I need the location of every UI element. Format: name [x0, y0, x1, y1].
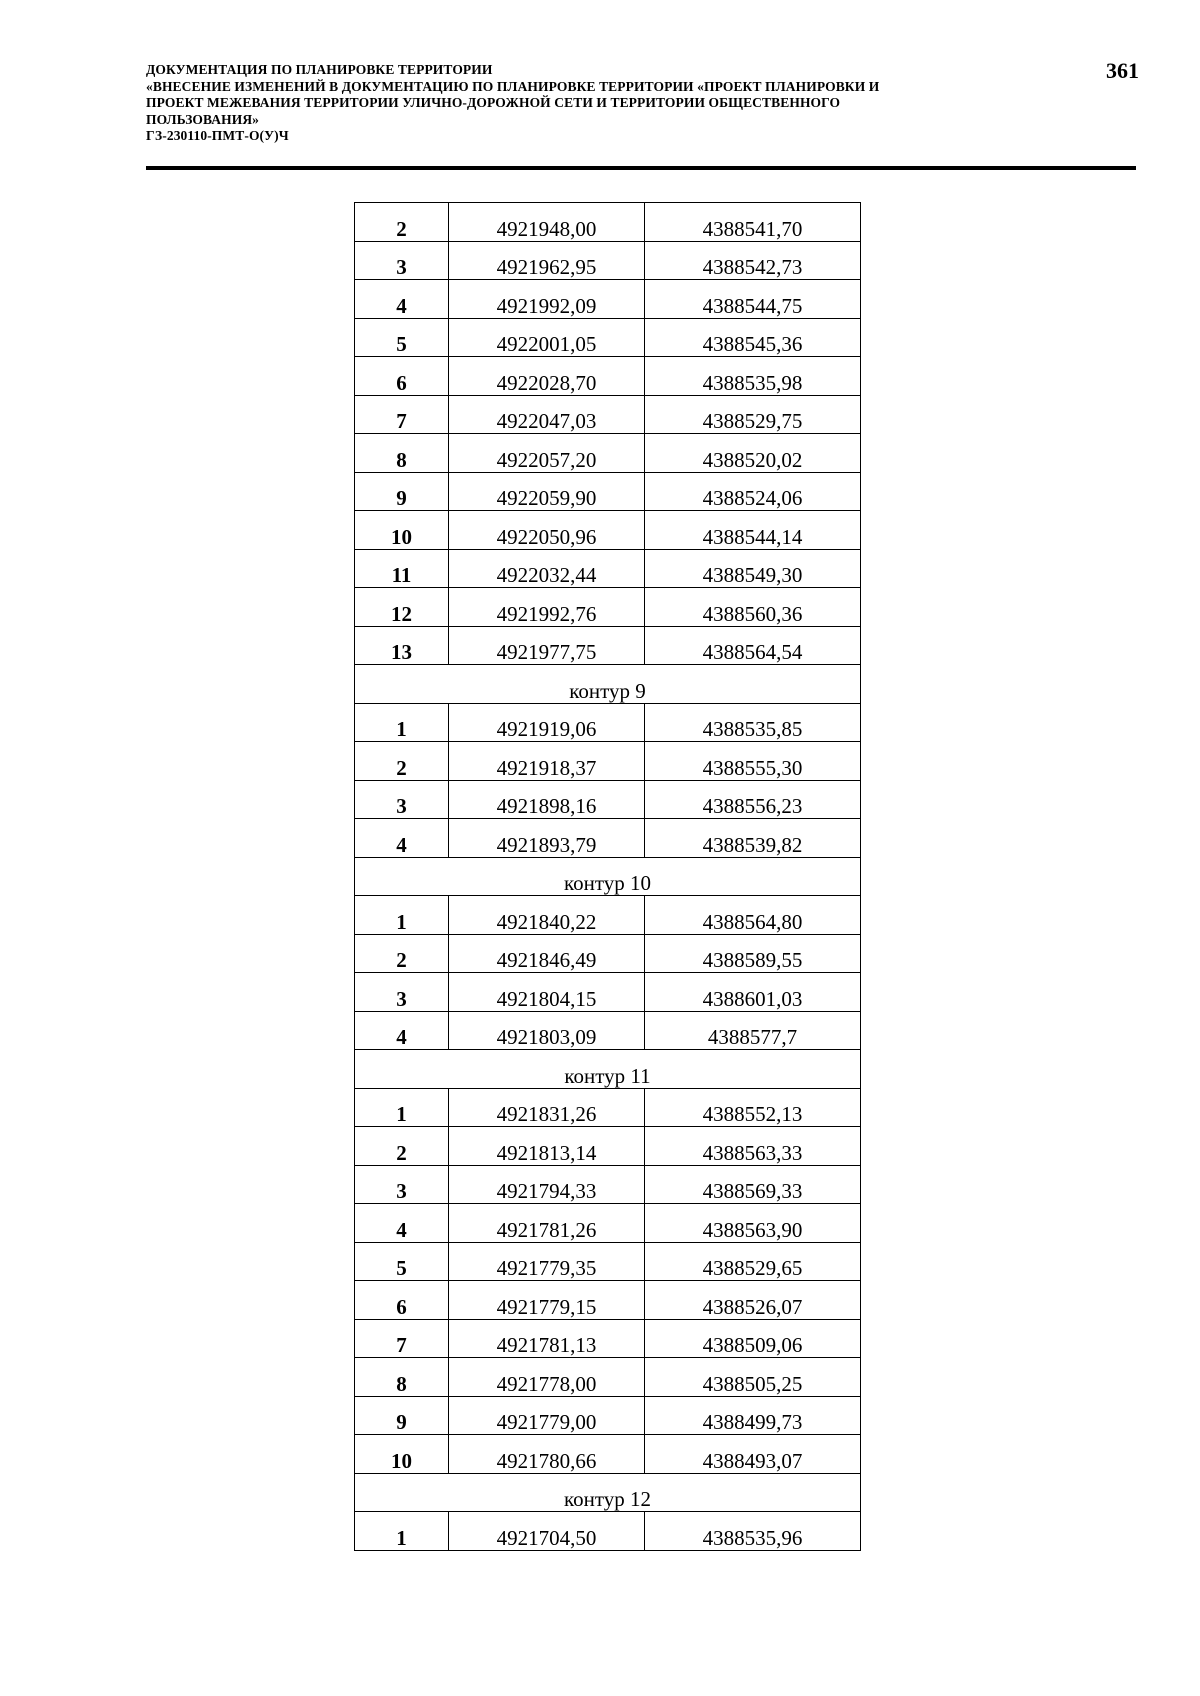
y-coordinate-cell: 4388555,30 [645, 742, 861, 781]
point-number-cell: 1 [355, 896, 449, 935]
x-coordinate-cell: 4922032,44 [449, 549, 645, 588]
table-row [355, 241, 861, 280]
point-number-cell: 4 [355, 1204, 449, 1243]
point-number-cell: 6 [355, 1281, 449, 1320]
x-coordinate-cell: 4921803,09 [449, 1011, 645, 1050]
table-row [355, 1512, 861, 1551]
y-coordinate-cell: 4388539,82 [645, 819, 861, 858]
table-row [355, 934, 861, 973]
point-number-cell: 12 [355, 588, 449, 627]
table-row [355, 780, 861, 819]
x-coordinate-cell: 4921779,35 [449, 1242, 645, 1281]
x-coordinate-cell: 4921992,09 [449, 280, 645, 319]
point-number-cell: 3 [355, 1165, 449, 1204]
y-coordinate-cell: 4388529,75 [645, 395, 861, 434]
x-coordinate-cell: 4921840,22 [449, 896, 645, 935]
point-number-cell: 9 [355, 472, 449, 511]
page-number: 361 [1106, 58, 1139, 83]
table-row [355, 511, 861, 550]
coordinates-table [354, 202, 861, 1551]
y-coordinate-cell: 4388589,55 [645, 934, 861, 973]
point-number-cell: 1 [355, 1088, 449, 1127]
point-number-cell: 6 [355, 357, 449, 396]
table-row [355, 1358, 861, 1397]
table-row [355, 1242, 861, 1281]
header-line: ПРОЕКТ МЕЖЕВАНИЯ ТЕРРИТОРИИ УЛИЧНО-ДОРОЖНОЙ СЕТИ И ТЕРРИТОРИИ ОБЩЕСТВЕННОГО [146, 95, 841, 110]
x-coordinate-cell: 4921893,79 [449, 819, 645, 858]
point-number-cell: 2 [355, 934, 449, 973]
y-coordinate-cell: 4388542,73 [645, 241, 861, 280]
y-coordinate-cell: 4388549,30 [645, 549, 861, 588]
y-coordinate-cell: 4388601,03 [645, 973, 861, 1012]
table-row [355, 1165, 861, 1204]
y-coordinate-cell: 4388520,02 [645, 434, 861, 473]
x-coordinate-cell: 4921948,00 [449, 203, 645, 242]
table-row [355, 973, 861, 1012]
x-coordinate-cell: 4921781,26 [449, 1204, 645, 1243]
point-number-cell: 1 [355, 1512, 449, 1551]
x-coordinate-cell: 4921918,37 [449, 742, 645, 781]
table-row [355, 1011, 861, 1050]
y-coordinate-cell: 4388541,70 [645, 203, 861, 242]
point-number-cell: 4 [355, 1011, 449, 1050]
y-coordinate-cell: 4388564,54 [645, 626, 861, 665]
table-row [355, 472, 861, 511]
y-coordinate-cell: 4388509,06 [645, 1319, 861, 1358]
table-row [355, 703, 861, 742]
y-coordinate-cell: 4388577,7 [645, 1011, 861, 1050]
x-coordinate-cell: 4921992,76 [449, 588, 645, 627]
point-number-cell: 13 [355, 626, 449, 665]
x-coordinate-cell: 4921813,14 [449, 1127, 645, 1166]
contour-header-row [355, 665, 861, 704]
y-coordinate-cell: 4388556,23 [645, 780, 861, 819]
y-coordinate-cell: 4388569,33 [645, 1165, 861, 1204]
point-number-cell: 8 [355, 434, 449, 473]
table-row [355, 1281, 861, 1320]
x-coordinate-cell: 4921781,13 [449, 1319, 645, 1358]
point-number-cell: 7 [355, 395, 449, 434]
x-coordinate-cell: 4921779,00 [449, 1396, 645, 1435]
header-line: ПОЛЬЗОВАНИЯ» [146, 111, 260, 127]
x-coordinate-cell: 4921804,15 [449, 973, 645, 1012]
table-row [355, 1127, 861, 1166]
x-coordinate-cell: 4922001,05 [449, 318, 645, 357]
contour-label: контур 12 [355, 1473, 861, 1512]
y-coordinate-cell: 4388524,06 [645, 472, 861, 511]
x-coordinate-cell: 4922059,90 [449, 472, 645, 511]
coordinates-table-body [355, 203, 861, 1551]
y-coordinate-cell: 4388535,96 [645, 1512, 861, 1551]
x-coordinate-cell: 4921831,26 [449, 1088, 645, 1127]
point-number-cell: 8 [355, 1358, 449, 1397]
contour-label: контур 11 [355, 1050, 861, 1089]
point-number-cell: 10 [355, 511, 449, 550]
contour-header-row [355, 857, 861, 896]
y-coordinate-cell: 4388493,07 [645, 1435, 861, 1474]
point-number-cell: 2 [355, 203, 449, 242]
table-row [355, 588, 861, 627]
y-coordinate-cell: 4388535,98 [645, 357, 861, 396]
y-coordinate-cell: 4388545,36 [645, 318, 861, 357]
x-coordinate-cell: 4921898,16 [449, 780, 645, 819]
point-number-cell: 4 [355, 819, 449, 858]
header-line: «ВНЕСЕНИЕ ИЗМЕНЕНИЙ В ДОКУМЕНТАЦИЮ ПО ПЛАНИРОВКЕ ТЕРРИТОРИИ «ПРОЕКТ ПЛАНИРОВКИ И [146, 78, 880, 94]
contour-header-row [355, 1473, 861, 1512]
x-coordinate-cell: 4921846,49 [449, 934, 645, 973]
y-coordinate-cell: 4388529,65 [645, 1242, 861, 1281]
y-coordinate-cell: 4388564,80 [645, 896, 861, 935]
y-coordinate-cell: 4388544,75 [645, 280, 861, 319]
point-number-cell: 9 [355, 1396, 449, 1435]
y-coordinate-cell: 4388505,25 [645, 1358, 861, 1397]
x-coordinate-cell: 4922057,20 [449, 434, 645, 473]
point-number-cell: 2 [355, 1127, 449, 1166]
y-coordinate-cell: 4388552,13 [645, 1088, 861, 1127]
table-row [355, 1319, 861, 1358]
table-row [355, 1435, 861, 1474]
x-coordinate-cell: 4922028,70 [449, 357, 645, 396]
table-row [355, 203, 861, 242]
x-coordinate-cell: 4921704,50 [449, 1512, 645, 1551]
x-coordinate-cell: 4921778,00 [449, 1358, 645, 1397]
point-number-cell: 2 [355, 742, 449, 781]
y-coordinate-cell: 4388563,33 [645, 1127, 861, 1166]
point-number-cell: 5 [355, 1242, 449, 1281]
table-row [355, 1204, 861, 1243]
y-coordinate-cell: 4388563,90 [645, 1204, 861, 1243]
point-number-cell: 3 [355, 780, 449, 819]
table-row [355, 819, 861, 858]
y-coordinate-cell: 4388535,85 [645, 703, 861, 742]
x-coordinate-cell: 4922050,96 [449, 511, 645, 550]
x-coordinate-cell: 4921794,33 [449, 1165, 645, 1204]
point-number-cell: 4 [355, 280, 449, 319]
document-code: ГЗ-230110-ПМТ-О(У)Ч [146, 128, 289, 143]
header-divider [146, 166, 1136, 170]
table-row [355, 626, 861, 665]
x-coordinate-cell: 4922047,03 [449, 395, 645, 434]
x-coordinate-cell: 4921962,95 [449, 241, 645, 280]
point-number-cell: 3 [355, 973, 449, 1012]
table-row [355, 318, 861, 357]
contour-header-row [355, 1050, 861, 1089]
point-number-cell: 3 [355, 241, 449, 280]
contour-label: контур 9 [355, 665, 861, 704]
y-coordinate-cell: 4388560,36 [645, 588, 861, 627]
point-number-cell: 10 [355, 1435, 449, 1474]
table-row [355, 434, 861, 473]
point-number-cell: 11 [355, 549, 449, 588]
table-row [355, 896, 861, 935]
table-row [355, 1088, 861, 1127]
point-number-cell: 1 [355, 703, 449, 742]
x-coordinate-cell: 4921919,06 [449, 703, 645, 742]
table-row [355, 280, 861, 319]
y-coordinate-cell: 4388544,14 [645, 511, 861, 550]
y-coordinate-cell: 4388499,73 [645, 1396, 861, 1435]
table-row [355, 357, 861, 396]
table-row [355, 395, 861, 434]
point-number-cell: 5 [355, 318, 449, 357]
table-row [355, 742, 861, 781]
document-header [146, 62, 1046, 145]
table-row [355, 549, 861, 588]
x-coordinate-cell: 4921780,66 [449, 1435, 645, 1474]
point-number-cell: 7 [355, 1319, 449, 1358]
contour-label: контур 10 [355, 857, 861, 896]
table-row [355, 1396, 861, 1435]
x-coordinate-cell: 4921779,15 [449, 1281, 645, 1320]
y-coordinate-cell: 4388526,07 [645, 1281, 861, 1320]
x-coordinate-cell: 4921977,75 [449, 626, 645, 665]
header-line: ДОКУМЕНТАЦИЯ ПО ПЛАНИРОВКЕ ТЕРРИТОРИИ [146, 62, 493, 77]
